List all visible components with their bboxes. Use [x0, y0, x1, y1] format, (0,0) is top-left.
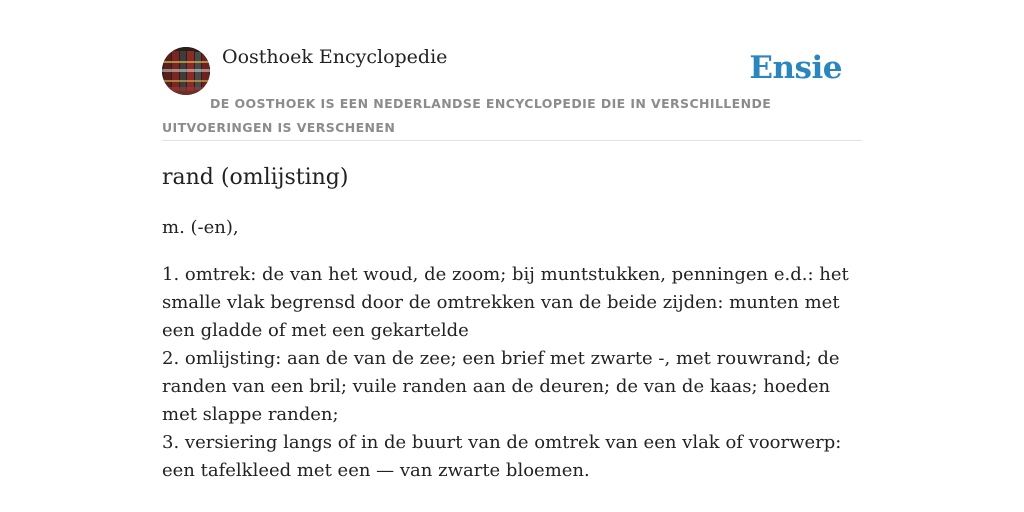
- page-title: rand (omlijsting): [162, 165, 349, 190]
- grammar-info: m. (-en),: [162, 217, 239, 238]
- site-title[interactable]: Oosthoek Encyclopedie: [222, 46, 448, 68]
- definition-item: 2. omlijsting: aan de van de zee; een brief met zwarte -, met rouwrand; de randen van een bril; vuile randen aan de deuren; de van de kaas; hoeden met slappe randen;: [162, 348, 840, 425]
- encyclopedia-books-icon: [162, 47, 210, 95]
- definitions: [162, 261, 862, 485]
- brand-logo[interactable]: Ensie: [749, 50, 842, 86]
- definition-item: 3. versiering langs of in de buurt van de omtrek van een vlak of voorwerp: een tafelkleed met een — van zwarte bloemen.: [162, 432, 842, 481]
- avatar[interactable]: [162, 47, 210, 95]
- site-tagline: DE OOSTHOEK IS EEN NEDERLANDSE ENCYCLOPEDIE DIE IN VERSCHILLENDE UITVOERINGEN IS VERSCHENEN: [162, 96, 772, 135]
- entry-content: [162, 162, 862, 485]
- site-header: [162, 44, 862, 141]
- definition-item: 1. omtrek: de van het woud, de zoom; bij muntstukken, penningen e.d.: het smalle vlak begrensd door de omtrekken van de beide zijden: munten met een gladde of met een gekartelde: [162, 264, 849, 341]
